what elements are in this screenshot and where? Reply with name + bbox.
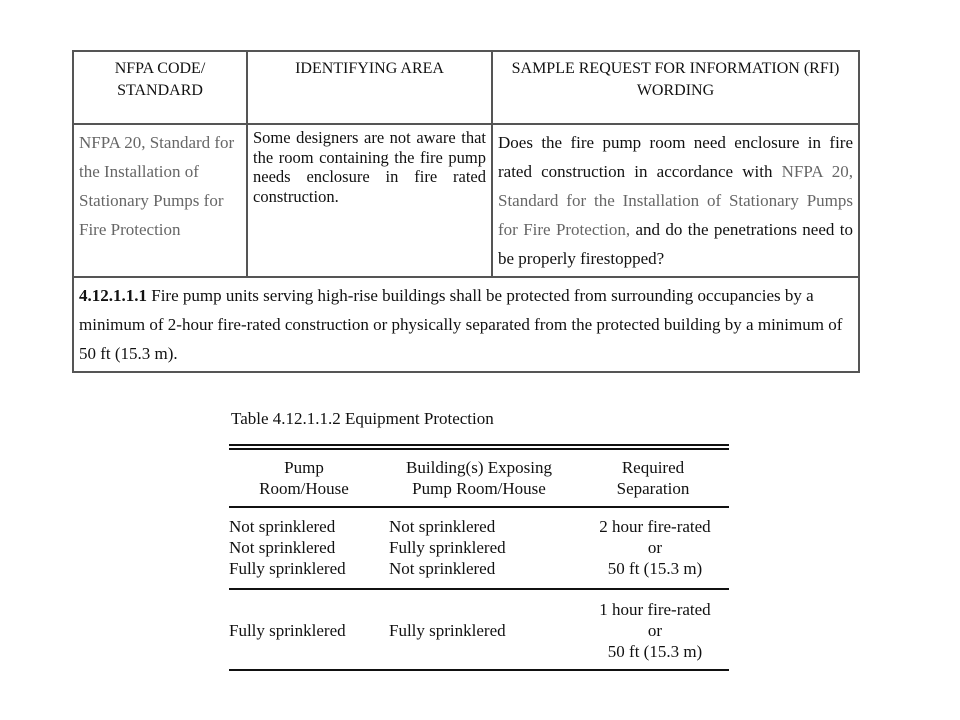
wording-after: and do the penetrations need to be properly firestopped?	[498, 220, 853, 268]
note-text: Fire pump units serving high-rise buildings shall be protected from surrounding occupancies by a minimum of 2-hour fire-rated construction or physically separated from the protected building by a minimum of 50 ft (15.3 m).	[79, 286, 843, 363]
group2-pump: Fully sprinklered	[229, 621, 346, 640]
group1-separation: 2 hour fire-rated or 50 ft (15.3 m)	[599, 517, 711, 578]
rfi-data-row	[73, 124, 859, 277]
header-area: IDENTIFYING AREA	[247, 51, 492, 124]
cell-code: NFPA 20, Standard for the Installation of Stationary Pumps for Fire Protection	[73, 124, 247, 277]
table-row-group-2	[229, 590, 729, 669]
table-row-group-1	[229, 508, 729, 588]
cell-area: Some designers are not aware that the room containing the fire pump needs enclosure in fire rated construction.	[247, 124, 492, 277]
header-exposing: Building(s) Exposing Pump Room/House	[406, 458, 552, 498]
rfi-table	[72, 50, 860, 373]
note-section: 4.12.1.1.1	[79, 286, 147, 305]
header-code: NFPA CODE/ STANDARD	[73, 51, 247, 124]
cell-note	[73, 277, 859, 372]
header-wording: SAMPLE REQUEST FOR INFORMATION (RFI) WORDING	[492, 51, 859, 124]
equipment-table-caption: Table 4.12.1.1.2 Equipment Protection	[231, 409, 494, 428]
equipment-table-header	[229, 450, 729, 506]
header-separation: Required Separation	[616, 458, 690, 498]
group2-exposing: Fully sprinklered	[389, 621, 506, 640]
wording-ref: NFPA 20, Standard for the Installation of Stationary Pumps for Fire Protection,	[498, 162, 853, 239]
rfi-note-row	[73, 277, 859, 372]
group2-separation: 1 hour fire-rated or 50 ft (15.3 m)	[599, 600, 711, 661]
group1-exposing: Not sprinklered Fully sprinklered Not sprinklered	[389, 517, 506, 578]
equipment-protection-table	[229, 408, 729, 671]
wording-before: Does the fire pump room need enclosure in fire rated construction in accordance with	[498, 133, 853, 181]
cell-wording	[492, 124, 859, 277]
group1-pump: Not sprinklered Not sprinklered Fully sprinklered	[229, 517, 346, 578]
header-pump: Pump Room/House	[259, 458, 349, 498]
rfi-header-row	[73, 51, 859, 124]
bottom-rule	[229, 669, 729, 671]
